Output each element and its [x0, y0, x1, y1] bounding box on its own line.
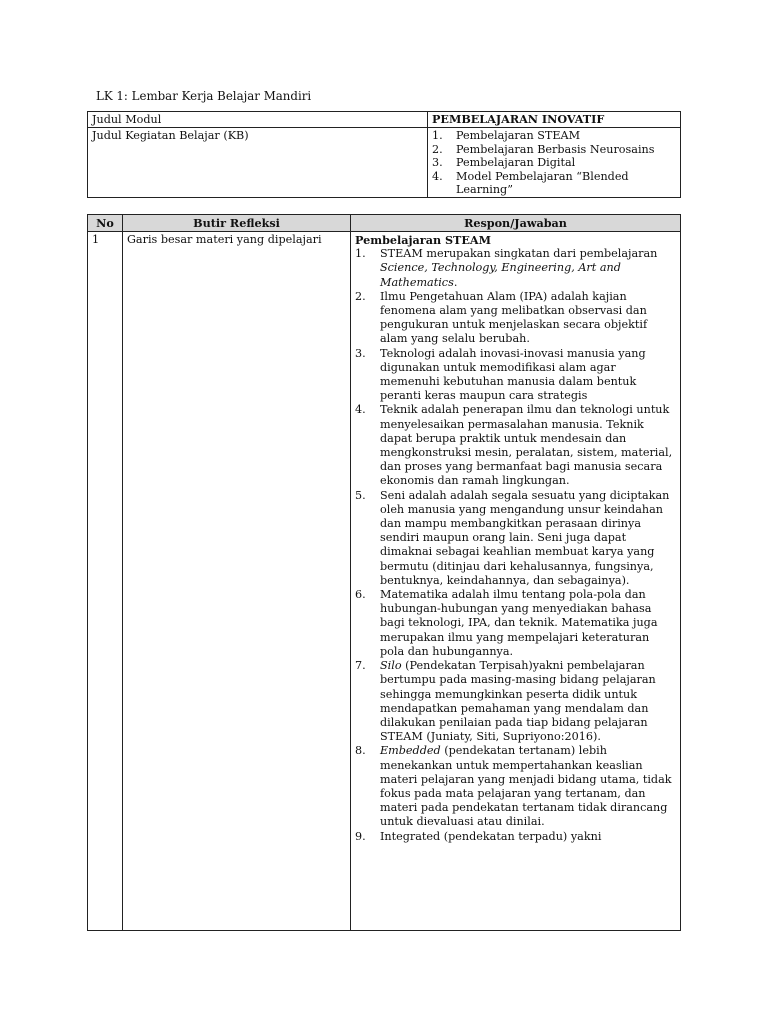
- response-item: [355, 588, 676, 659]
- kb-item: [432, 156, 676, 169]
- kb-list: [432, 129, 676, 196]
- item-number: 9.: [355, 829, 366, 843]
- item-number: 3.: [355, 346, 366, 360]
- header-butir-refleksi: Butir Refleksi: [123, 215, 351, 232]
- document-title: LK 1: Lembar Kerja Belajar Mandiri: [96, 89, 312, 103]
- response-item: [355, 659, 676, 744]
- item-text: Integrated (pendekatan terpadu) yakni: [380, 829, 602, 843]
- item-text: Matematika adalah ilmu tentang pola-pola dan hubungan-hubungan yang menyediakan bahasa bagi teknologi, IPA, dan teknik. Matematika juga merupakan ilmu yang mempelajari keteraturan pola dan hubungannya.: [380, 588, 658, 658]
- reflection-table: [87, 214, 681, 931]
- response-item: [355, 744, 676, 829]
- module-value: PEMBELAJARAN INOVATIF: [428, 112, 681, 128]
- kb-item-text: Pembelajaran Digital: [456, 156, 576, 170]
- row-number: 1: [88, 232, 123, 931]
- reflection-header-row: [88, 215, 681, 232]
- item-text: Teknologi adalah inovasi-inovasi manusia yang digunakan untuk memodifikasi alam agar memenuhi kebutuhan manusia dalam bentuk peranti keras maupun cara strategis: [380, 346, 646, 403]
- kb-item-number: 3.: [432, 156, 443, 170]
- kb-item: [432, 170, 676, 197]
- kb-item: [432, 143, 676, 156]
- response-item: [355, 347, 676, 404]
- item-number: 2.: [355, 289, 366, 303]
- response-item: [355, 830, 676, 844]
- item-text: Seni adalah adalah segala sesuatu yang diciptakan oleh manusia yang mengandung unsur keindahan dan mampu membangkitkan perasaan dirinya sendiri maupun orang lain. Seni juga dapat dimaknai sebagai keahlian membuat karya yang bermutu (ditinjau dari kehalusannya, fungsinya, bentuknya, keindahannya, dan sebagainya).: [380, 488, 670, 587]
- response-item: [355, 403, 676, 488]
- row-butir: Garis besar materi yang dipelajari: [123, 232, 351, 931]
- response-item: [355, 290, 676, 347]
- item-text: STEAM merupakan singkatan dari pembelajaran Science, Technology, Engineering, Art and Mathematics.: [380, 247, 658, 289]
- kb-item: [432, 129, 676, 142]
- kb-item-text: Pembelajaran Berbasis Neurosains: [456, 142, 655, 156]
- item-number: 1.: [355, 247, 366, 261]
- item-number: 6.: [355, 588, 366, 602]
- kb-item-number: 4.: [432, 169, 443, 183]
- kb-item-number: 2.: [432, 142, 443, 156]
- item-text: Embedded (pendekatan tertanam) lebih menekankan untuk mempertahankan keaslian materi pelajaran yang menjadi bidang utama, tidak fokus pada mata pelajaran yang tertanam, dan materi pada pendekatan tertanam tidak dirancang untuk dievaluasi atau dinilai.: [380, 744, 672, 829]
- response-list: [355, 247, 676, 844]
- item-number: 4.: [355, 403, 366, 417]
- module-row: [88, 112, 681, 128]
- module-info-table: [87, 111, 681, 198]
- item-number: 7.: [355, 659, 366, 673]
- item-text: Silo (Pendekatan Terpisah)yakni pembelajaran bertumpu pada masing-masing bidang pelajaran sehingga memungkinkan peserta didik untuk mendapatkan pemahaman yang mendalam dan dilakukan penilaian pada tiap bidang pelajaran STEAM (Juniaty, Siti, Supriyono:2016).: [380, 659, 656, 744]
- response-title: Pembelajaran STEAM: [355, 233, 491, 247]
- kb-row: [88, 128, 681, 198]
- header-no: No: [88, 215, 123, 232]
- kb-item-text: Pembelajaran STEAM: [456, 129, 581, 143]
- item-text: Teknik adalah penerapan ilmu dan teknologi untuk menyelesaikan permasalahan manusia. Teknik dapat berupa praktik untuk mendesain dan mengkonstruksi mesin, peralatan, sistem, material, dan proses yang bermanfaat bagi manusia secara ekonomis dan ramah lingkungan.: [380, 403, 673, 488]
- header-respon-jawaban: Respon/Jawaban: [351, 215, 681, 232]
- module-label: Judul Modul: [88, 112, 428, 128]
- kb-list-cell: [428, 128, 681, 198]
- response-item: [355, 247, 676, 290]
- kb-label: Judul Kegiatan Belajar (KB): [88, 128, 428, 198]
- reflection-row: [88, 232, 681, 931]
- row-response: [351, 232, 681, 931]
- kb-item-text: Model Pembelajaran “Blended Learning”: [456, 169, 629, 197]
- kb-item-number: 1.: [432, 129, 443, 143]
- item-number: 5.: [355, 488, 366, 502]
- response-content: [355, 233, 676, 929]
- item-number: 8.: [355, 744, 366, 758]
- response-item: [355, 489, 676, 588]
- item-text: Ilmu Pengetahuan Alam (IPA) adalah kajian fenomena alam yang melibatkan observasi dan pengukuran untuk menjelaskan secara objektif alam yang selalu berubah.: [380, 289, 648, 346]
